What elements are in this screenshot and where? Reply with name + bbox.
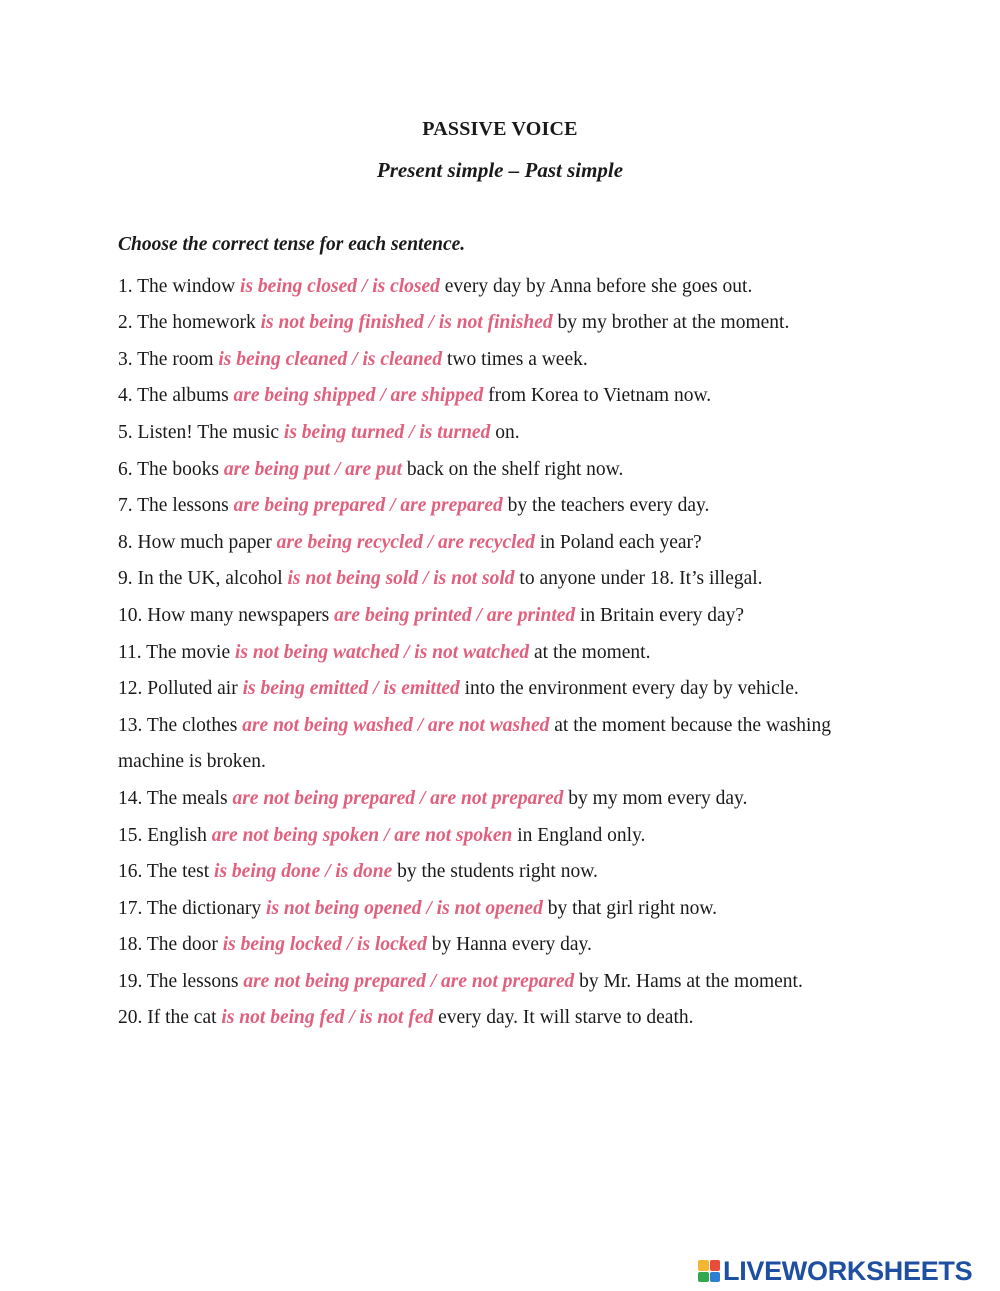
answer-choices: is being cleaned / is cleaned — [218, 348, 443, 370]
sentence-end: to anyone under 18. It’s illegal. — [514, 568, 763, 590]
sentence-start: 14. The meals — [118, 787, 233, 809]
sentence-end: by the students right now. — [392, 861, 598, 883]
sentence-start: 5. Listen! The music — [118, 421, 284, 443]
list-item — [118, 818, 898, 855]
answer-choices: is being turned / is turned — [283, 421, 491, 443]
answer-choices: is being closed / is closed — [240, 275, 440, 297]
answer-choices: are being put / are put — [223, 458, 403, 480]
answer-choices: is not being finished / is not finished — [260, 312, 553, 334]
list-item — [118, 854, 898, 891]
sentence-start: 17. The dictionary — [118, 897, 267, 919]
sentence-end: every day. It will starve to death. — [433, 1007, 694, 1029]
list-item — [118, 671, 898, 708]
sentence-end: at the moment. — [529, 641, 651, 663]
sentence-end: from Korea to Vietnam now. — [483, 385, 712, 407]
sentence-start: 6. The books — [118, 458, 224, 480]
sentence-end: by the teachers every day. — [502, 495, 710, 517]
answer-choices: are being shipped / are shipped — [233, 385, 484, 407]
answer-choices: are not being prepared / are not prepared — [243, 970, 575, 992]
list-item — [118, 891, 898, 928]
sentence-end: on. — [490, 421, 520, 443]
sentence-start: 8. How much paper — [118, 531, 277, 553]
list-item — [118, 415, 898, 452]
list-item — [118, 488, 898, 525]
sentence-end: in England only. — [512, 824, 646, 846]
answer-choices: are being printed / are printed — [334, 604, 576, 626]
sentence-end: in Britain every day? — [575, 604, 745, 626]
list-item — [118, 598, 898, 635]
sentence-start: 3. The room — [118, 348, 219, 370]
list-item — [118, 452, 898, 489]
logo-square — [710, 1272, 721, 1283]
sentence-start: 9. In the UK, alcohol — [118, 568, 288, 590]
sentence-start: 1. The window — [118, 275, 241, 297]
sentence-start: 7. The lessons — [118, 495, 234, 517]
sentence-start: 20. If the cat — [118, 1007, 222, 1029]
logo-square — [710, 1260, 721, 1271]
logo-text: LIVEWORKSHEETS — [723, 1255, 973, 1286]
sentence-end: at the moment because the washing machine is broken. — [118, 714, 831, 773]
sentence-end: by Mr. Hams at the moment. — [574, 970, 803, 992]
answer-choices: is not being watched / is not watched — [234, 641, 530, 663]
instruction: Choose the correct tense for each sentence. — [118, 234, 466, 255]
sentence-end: by my mom every day. — [563, 787, 748, 809]
logo-blocks-icon — [698, 1260, 720, 1282]
page-title: PASSIVE VOICE — [422, 118, 578, 140]
sentence-end: into the environment every day by vehicle. — [459, 678, 799, 700]
exercise-body — [118, 232, 898, 1037]
list-item — [118, 964, 898, 1001]
answer-choices: is not being sold / is not sold — [287, 568, 515, 590]
sentence-end: in Poland each year? — [534, 531, 702, 553]
sentence-start: 11. The movie — [118, 641, 235, 663]
answer-choices: are not being spoken / are not spoken — [211, 824, 513, 846]
sentence-start: 10. How many newspapers — [118, 604, 335, 626]
list-item — [118, 635, 898, 672]
answer-choices: are being prepared / are prepared — [233, 495, 503, 517]
sentence-start: 13. The clothes — [118, 714, 243, 736]
answer-choices: are being recycled / are recycled — [276, 531, 535, 553]
sentence-start: 18. The door — [118, 934, 223, 956]
answer-choices: is being locked / is locked — [222, 934, 427, 956]
sentence-end: two times a week. — [442, 348, 588, 370]
answer-choices: are not being prepared / are not prepared — [232, 787, 564, 809]
list-item — [118, 1000, 898, 1037]
answer-choices: is being emitted / is emitted — [242, 678, 460, 700]
sentence-end: by my brother at the moment. — [552, 312, 790, 334]
sentence-end: by Hanna every day. — [426, 934, 592, 956]
sentence-start: 4. The albums — [118, 385, 234, 407]
sentence-start: 12. Polluted air — [118, 678, 243, 700]
list-item — [118, 378, 898, 415]
page-subtitle: Present simple – Past simple — [376, 158, 624, 182]
list-item — [118, 305, 898, 342]
list-item — [118, 781, 898, 818]
sentence-end: back on the shelf right now. — [402, 458, 624, 480]
list-item — [118, 708, 898, 781]
sentence-end: by that girl right now. — [542, 897, 718, 919]
list-item — [118, 269, 898, 306]
sentence-start: 19. The lessons — [118, 970, 244, 992]
logo-square — [698, 1272, 709, 1283]
list-item — [118, 342, 898, 379]
logo-square — [698, 1260, 709, 1271]
list-item — [118, 927, 898, 964]
sentence-start: 16. The test — [118, 861, 215, 883]
sentence-end: every day by Anna before she goes out. — [439, 275, 753, 297]
liveworksheets-logo — [698, 1257, 972, 1285]
sentence-start: 2. The homework — [118, 312, 261, 334]
answer-choices: is not being fed / is not fed — [221, 1007, 434, 1029]
answer-choices: is being done / is done — [214, 861, 393, 883]
answer-choices: is not being opened / is not opened — [266, 897, 543, 919]
list-item — [118, 561, 898, 598]
list-item — [118, 525, 898, 562]
answer-choices: are not being washed / are not washed — [242, 714, 550, 736]
sentence-start: 15. English — [118, 824, 212, 846]
